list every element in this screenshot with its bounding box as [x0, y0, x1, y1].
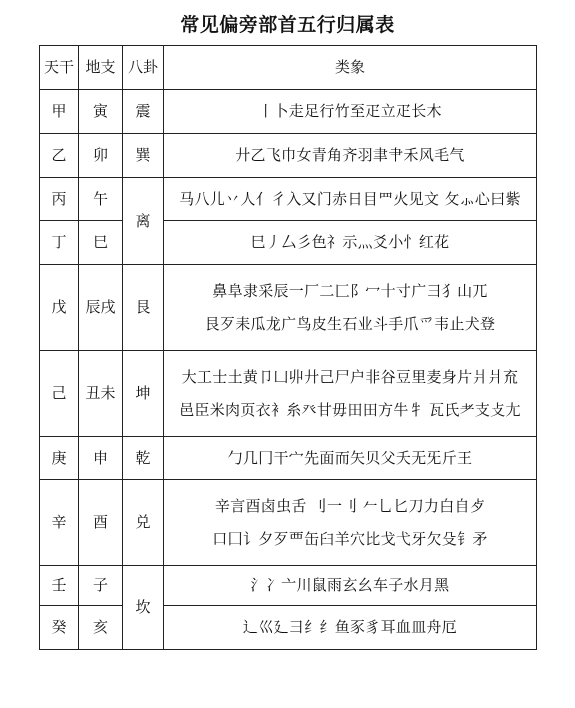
header-bagua: 八卦: [123, 46, 164, 90]
dizhi-cell: 寅: [79, 90, 123, 134]
table-row: [40, 221, 537, 265]
table-row: [40, 178, 537, 221]
table-row: [40, 90, 537, 134]
tiangan-cell: 壬: [40, 566, 79, 606]
leixiang-line: 鼻阜隶采辰一厂二匚阝冖十寸广彐犭山兀: [212, 281, 488, 300]
table-header-row: [40, 46, 537, 90]
dizhi-cell: 辰戌: [79, 265, 123, 351]
tiangan-cell: 辛: [40, 480, 79, 566]
table-row: [40, 134, 537, 178]
tiangan-cell: 己: [40, 351, 79, 437]
leixiang-line: 氵冫亠川鼠雨玄幺车子水月黑: [250, 576, 450, 594]
bagua-cell: 坎: [123, 566, 164, 650]
dizhi-cell: 亥: [79, 606, 123, 650]
leixiang-line: 马八儿丷人亻彳入又门赤日目罒火见文 攵⺗心曰紫: [179, 189, 521, 208]
tiangan-cell: 癸: [40, 606, 79, 650]
bagua-cell: 离: [123, 178, 164, 265]
table-row: [40, 265, 537, 351]
leixiang-cell: [164, 437, 537, 480]
leixiang-line: 辶巛廴彐纟纟鱼豕豸耳血皿舟厄: [242, 618, 458, 636]
dizhi-cell: 卯: [79, 134, 123, 178]
leixiang-line: 丨卜走足行竹至疋立疋长木: [258, 102, 442, 120]
dizhi-cell: 午: [79, 178, 123, 221]
dizhi-cell: 巳: [79, 221, 123, 265]
leixiang-line: 艮歹耒瓜龙广鸟皮生石业斗手爪爫韦止犬登: [204, 314, 496, 333]
dizhi-cell: 酉: [79, 480, 123, 566]
bagua-cell: 巽: [123, 134, 164, 178]
tiangan-cell: 戊: [40, 265, 79, 351]
bagua-cell: 兑: [123, 480, 164, 566]
tiangan-cell: 甲: [40, 90, 79, 134]
leixiang-line: 廾乙飞巾女青角齐羽聿肀禾风毛气: [235, 146, 465, 164]
leixiang-cell: [164, 134, 537, 178]
leixiang-cell: [164, 178, 537, 221]
leixiang-line: 辛言酉卤虫舌 刂一刂 𠂉乚匕刀力白自歺: [214, 496, 486, 515]
tiangan-cell: 丙: [40, 178, 79, 221]
bagua-cell: 坤: [123, 351, 164, 437]
leixiang-line: 勹几冂干宀先面而矢贝父夭无旡斤王: [227, 448, 473, 467]
leixiang-line: 口囗讠夕歹覀缶臼羊穴比戈弋牙欠殳钅矛: [212, 529, 488, 548]
leixiang-cell: [164, 90, 537, 134]
radical-table: [39, 45, 537, 650]
dizhi-cell: 丑未: [79, 351, 123, 437]
bagua-cell: 乾: [123, 437, 164, 480]
dizhi-cell: 申: [79, 437, 123, 480]
leixiang-line: 大工士土黄卩凵丱廾己尸户非谷豆里麦身片爿爿㐬: [181, 367, 519, 386]
leixiang-cell: [164, 351, 537, 437]
header-leixiang: 类象: [164, 46, 537, 90]
tiangan-cell: 丁: [40, 221, 79, 265]
leixiang-cell: [164, 606, 537, 650]
table-row: [40, 437, 537, 480]
table-row: [40, 606, 537, 650]
bagua-cell: 艮: [123, 265, 164, 351]
leixiang-cell: [164, 265, 537, 351]
leixiang-line: 邑臣米肉页衣衤糸癶甘毋田田方牛牜 瓦氏耂支攴尢: [179, 400, 521, 419]
leixiang-cell: [164, 480, 537, 566]
table-row: [40, 480, 537, 566]
dizhi-cell: 子: [79, 566, 123, 606]
leixiang-cell: [164, 566, 537, 606]
tiangan-cell: 庚: [40, 437, 79, 480]
bagua-cell: 震: [123, 90, 164, 134]
header-tiangan: 天干: [40, 46, 79, 90]
table-row: [40, 351, 537, 437]
table-row: [40, 566, 537, 606]
page-title: 常见偏旁部首五行归属表: [180, 14, 395, 36]
header-dizhi: 地支: [79, 46, 123, 90]
leixiang-cell: [164, 221, 537, 265]
tiangan-cell: 乙: [40, 134, 79, 178]
leixiang-line: 巳丿厶彡色礻示灬爻小忄红花: [250, 233, 450, 251]
